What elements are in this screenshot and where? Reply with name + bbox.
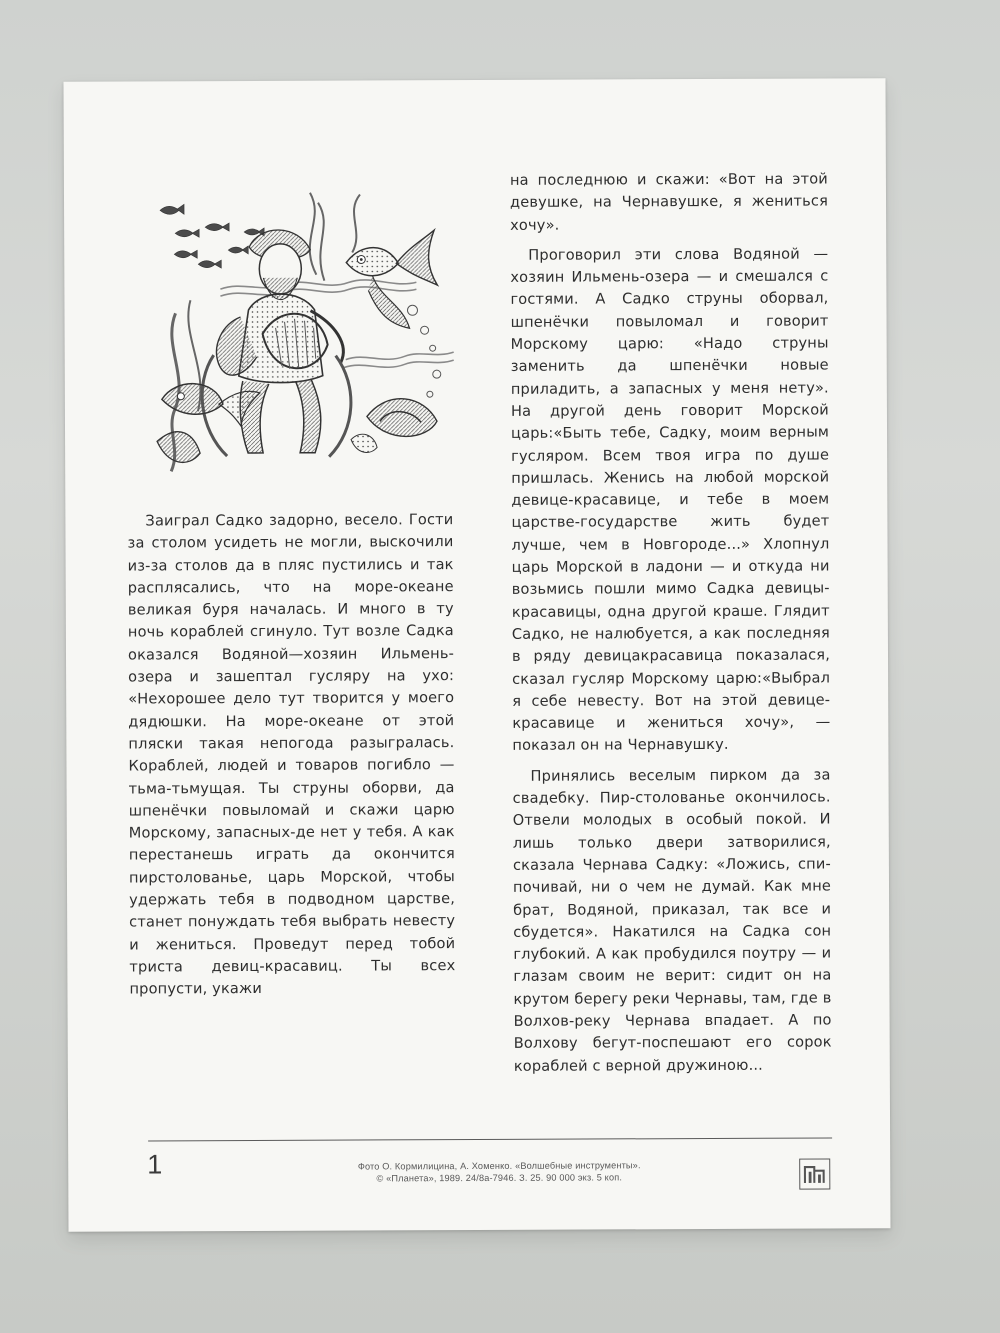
publisher-logo-icon	[799, 1158, 830, 1189]
publisher-logo-mark	[800, 1159, 829, 1188]
footer-credits	[318, 1159, 680, 1185]
printed-sheet	[63, 78, 890, 1232]
page-number: 1	[147, 1149, 163, 1180]
right-paragraph-story: Проговорил эти слова Водяной — хозяин Ильмень-озера — и смешался с гостями. А Садко струны оборвал, шпенёчки повыломал и говорит Морскому царю: «Надо струны заменить да шпенёчки новые приладить, а запасных у меня нету». На другой день говорит Морской царь:«Быть тебе, Садку, моим верным гусляром. Всем твоя игра по душе пришлась. Женись на любой морской девице-красавице, и тебе в моем царстве-государстве жить будет лучше, чем в Новгороде...» Хлопнул царь Морской в ладони — и откуда ни возьмись пошли мимо Садка девицы-красавицы, одна другой краше. Глядит Садко, не налюбуется, а как последняя в ряду девицакрасавица показалася, сказал гусляр Морскому царю:«Выбрал я себе невесту. Вот на этой девице-красавице и жениться хочу», — показал он на Чернавушку.	[510, 245, 831, 755]
footer-rule	[148, 1137, 832, 1141]
left-column-text	[127, 509, 456, 998]
left-paragraph: Заиграл Садко задорно, весело. Гости за столом усидеть не могли, выскочили из-за столов да в пляс пустились и так расплясались, что на море-океане великая буря началась. И много в ту ночь кораблей сгинуло. Тут возле Садка оказался Водяной—хозяин Ильмень-озера и зашептал гусляру на ухо: «Нехорошее дело тут творится у моего дядюшки. На море-океане от этой пляски такая непогода разыгралась. Кораблей, людей и товаров погибло — тьма-тьмущая. Ты струны оборви, да шпенёчки повыломай и скажи царю Морскому, запасных-де нет у тебя. А как перестанешь играть да окончится пирстолованье, царь Морской, чтобы удержать тебя в подводном царстве, станет понуждать тебя выбрать невесту и жениться. Проведут перед тобой триста девиц-красавиц. Ты всех пропусти, укажи	[127, 511, 456, 998]
photo-credit-line: Фото О. Кормилицина, А. Хоменко. «Волшебные инструменты».	[357, 1160, 641, 1172]
sadko-illustration	[150, 184, 455, 477]
right-paragraph-continuation: на последнюю и скажи: «Вот на этой девушке, на Чернавушке, я жениться хочу».	[509, 170, 829, 234]
right-paragraph-ending: Принялись веселым пирком да за свадебку. Пир-столованье окончилось. Отвели молодых в особый покой. И лишь только двери затворилися, сказала Чернава Садку: «Ложись, спи-почивай, ни о чем не думай. Как мне брат, Водяной, приказал, так все и сбудется». Накатился на Садка сон глубокий. А как пробудился поутру — и глазам своим не верит: сидит он на крутом берегу реки Чернавы, там, где в Волхов-реку Чернава впадает. А по Волхову бегут-поспешают его сорок кораблей с верной дружиною...	[512, 766, 832, 1075]
publisher-line: © «Планета», 1989. 24/8а-7946. З. 25. 90 000 экз. 5 коп.	[376, 1172, 623, 1184]
sadko-illustration-drawing	[150, 184, 455, 477]
right-column-text	[509, 168, 832, 1075]
